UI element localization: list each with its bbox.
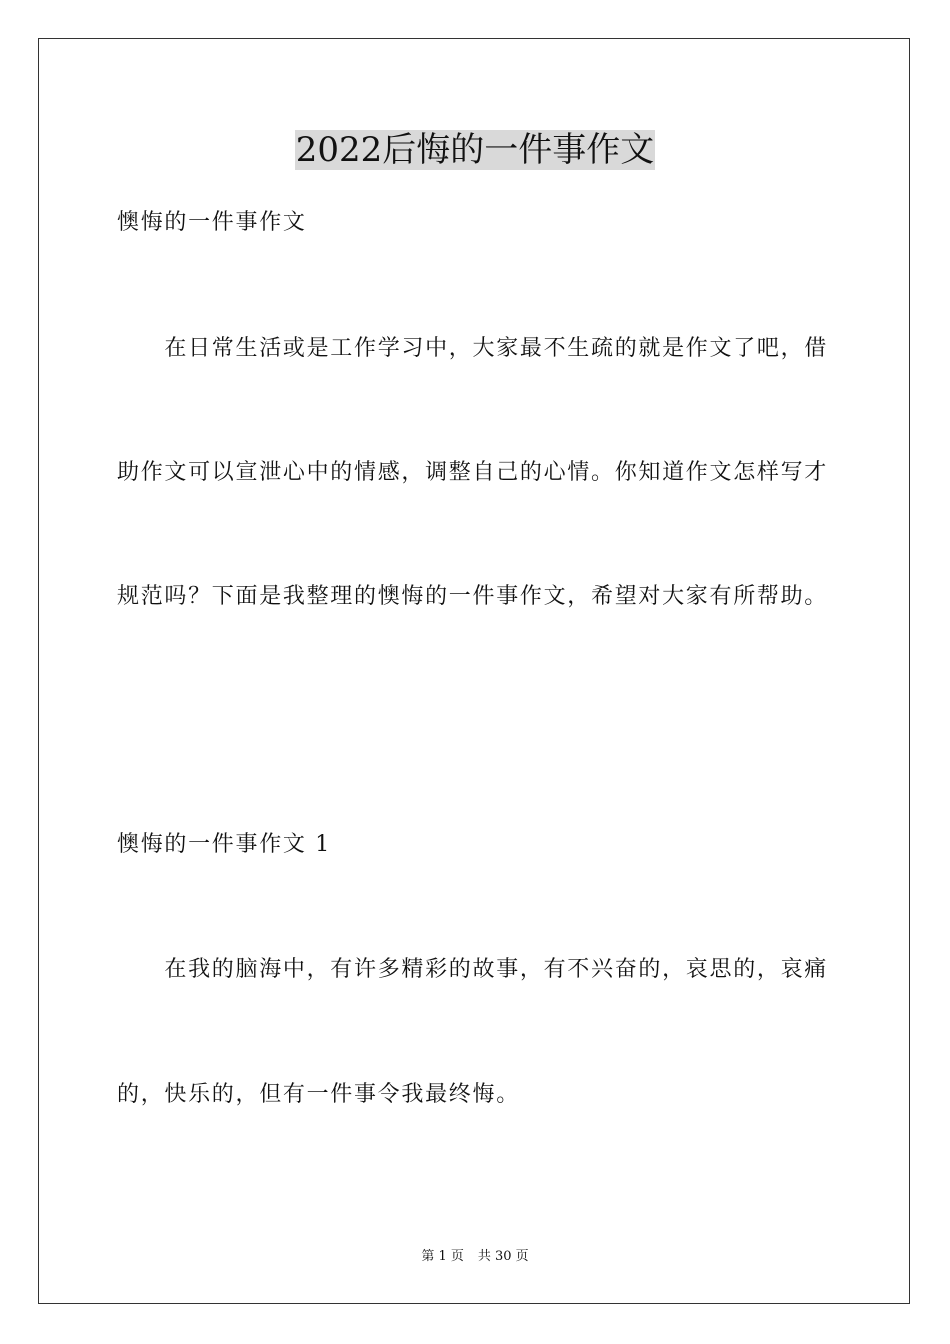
paragraph-line: 规范吗？下面是我整理的懊悔的一件事作文，希望对大家有所帮助。 bbox=[117, 584, 829, 609]
paragraph-line: 在我的脑海中，有许多精彩的故事，有不兴奋的，哀思的，哀痛 bbox=[117, 957, 829, 982]
page-footer bbox=[0, 1248, 950, 1266]
document-title-text: 2022后悔的一件事作文 bbox=[295, 130, 655, 170]
document-title bbox=[0, 128, 950, 172]
total-pages: 共 30 页 bbox=[477, 1249, 529, 1264]
section-heading-intro: 懊悔的一件事作文 bbox=[117, 210, 307, 235]
paragraph-line: 助作文可以宣泄心中的情感，调整自己的心情。你知道作文怎样写才 bbox=[117, 460, 829, 485]
page-number: 第 1 页 bbox=[421, 1249, 464, 1264]
section-heading-1: 懊悔的一件事作文 1 bbox=[117, 832, 331, 857]
paragraph-line: 在日常生活或是工作学习中，大家最不生疏的就是作文了吧，借 bbox=[117, 336, 829, 361]
paragraph-line: 的，快乐的，但有一件事令我最终悔。 bbox=[117, 1082, 520, 1107]
